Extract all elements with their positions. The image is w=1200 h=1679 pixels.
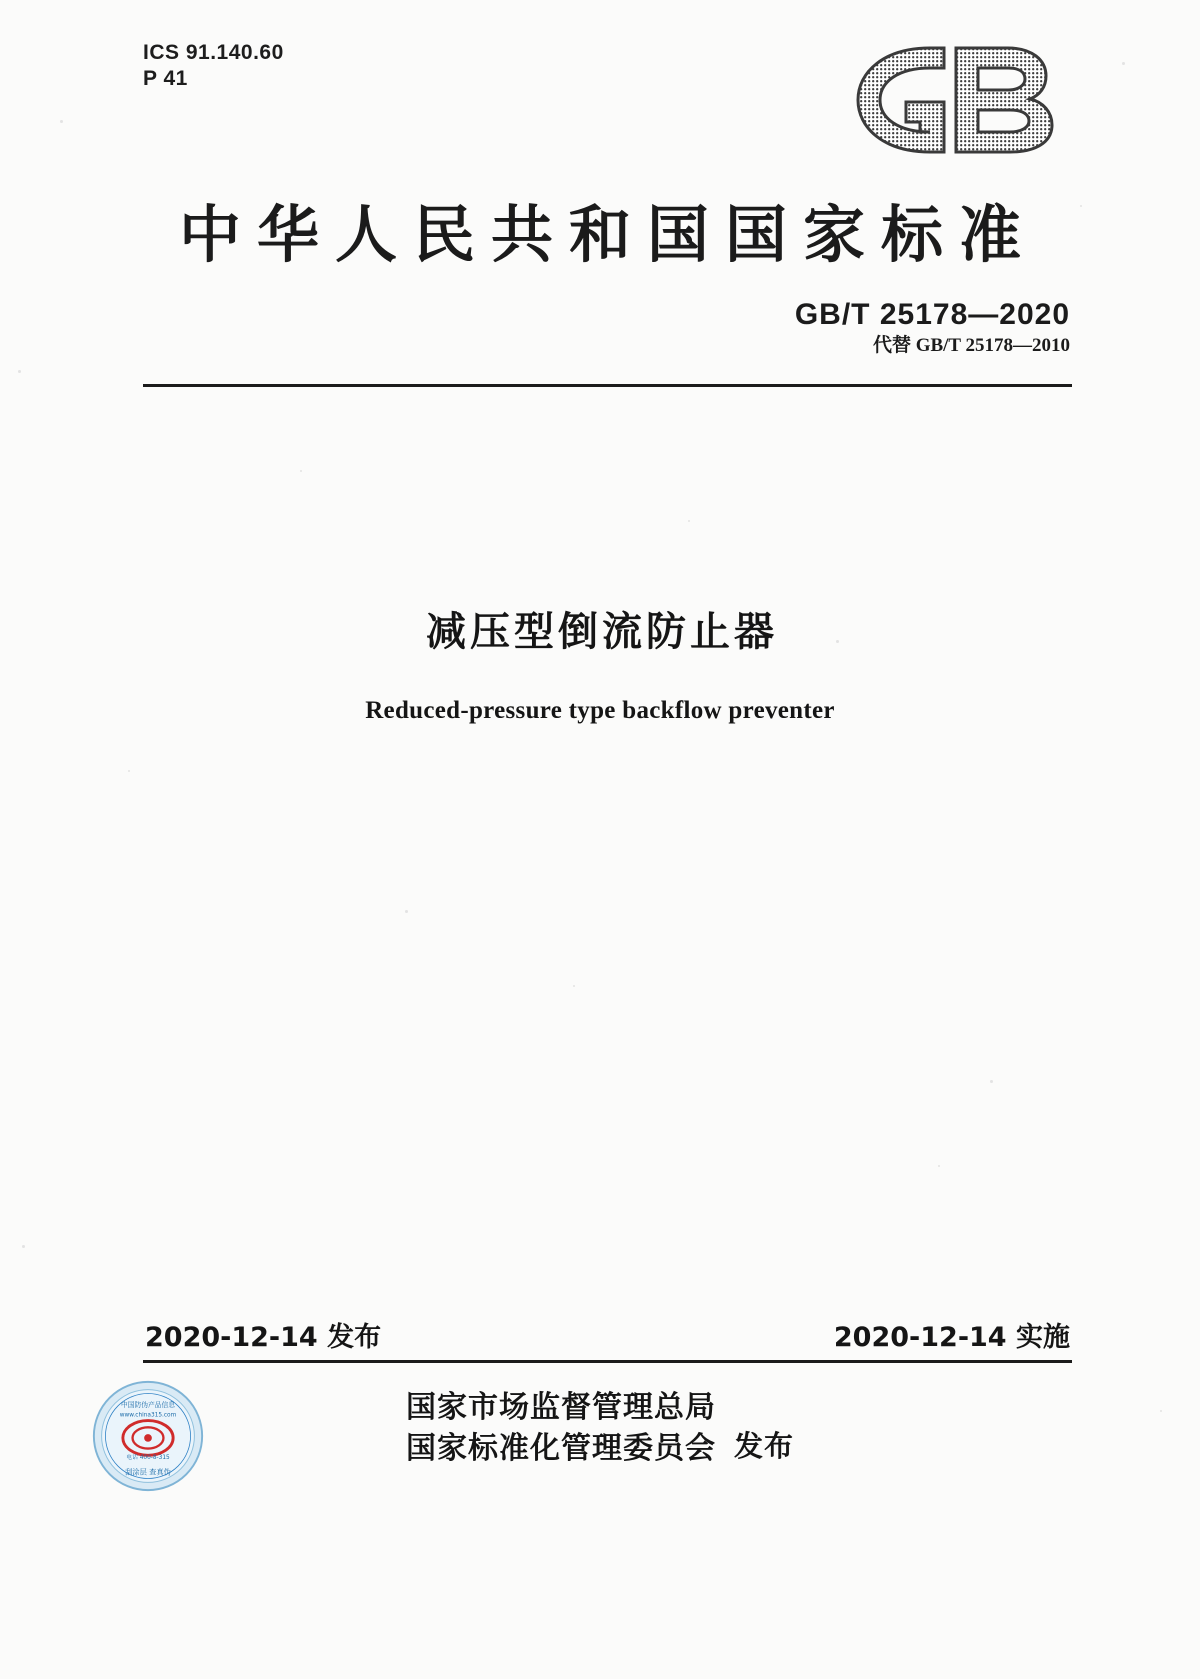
national-standard-title: 中华人民共和国国家标准 <box>178 198 1037 271</box>
header-divider <box>143 384 1072 387</box>
paper-speckle <box>22 1245 25 1248</box>
svg-text:电话 400-8-315: 电话 400-8-315 <box>126 1455 170 1462</box>
document-title-cn: 减压型倒流防止器 <box>426 609 778 655</box>
paper-speckle <box>405 910 408 913</box>
footer-divider <box>143 1360 1072 1363</box>
publisher-block <box>0 1388 1200 1469</box>
paper-speckle <box>688 520 690 522</box>
svg-text:中国防伪产品信息: 中国防伪产品信息 <box>120 1401 176 1409</box>
ics-block <box>143 40 284 93</box>
paper-speckle <box>128 770 130 772</box>
document-title-en: Reduced-pressure type backflow preventer <box>365 697 835 724</box>
paper-speckle <box>18 370 21 373</box>
ics-code: ICS 91.140.60 <box>143 41 284 64</box>
publisher-line-2: 国家标准化管理委员会 <box>405 1430 716 1466</box>
classification-code: P 41 <box>143 67 188 91</box>
paper-speckle <box>573 985 575 987</box>
paper-speckle <box>990 1080 993 1083</box>
paper-speckle <box>300 470 302 472</box>
gb-logo-icon <box>832 40 1072 160</box>
issue-date: 2020-12-14 发布 <box>145 1322 382 1353</box>
standard-number: GB/T 25178—2020 <box>794 298 1070 331</box>
paper-speckle <box>938 1165 940 1167</box>
paper-speckle <box>1122 62 1125 65</box>
publisher-line-1: 国家市场监督管理总局 <box>405 1390 716 1425</box>
svg-text:刮涂层 查真伪: 刮涂层 查真伪 <box>125 1467 171 1477</box>
effective-date: 2020-12-14 实施 <box>833 1322 1070 1353</box>
paper-speckle <box>60 120 63 123</box>
publisher-names <box>406 1388 716 1469</box>
publisher-verb: 发布 <box>733 1429 794 1463</box>
replaces-standard: 代替 GB/T 25178—2010 <box>872 335 1070 356</box>
svg-text:www.china315.com: www.china315.com <box>119 1412 177 1419</box>
